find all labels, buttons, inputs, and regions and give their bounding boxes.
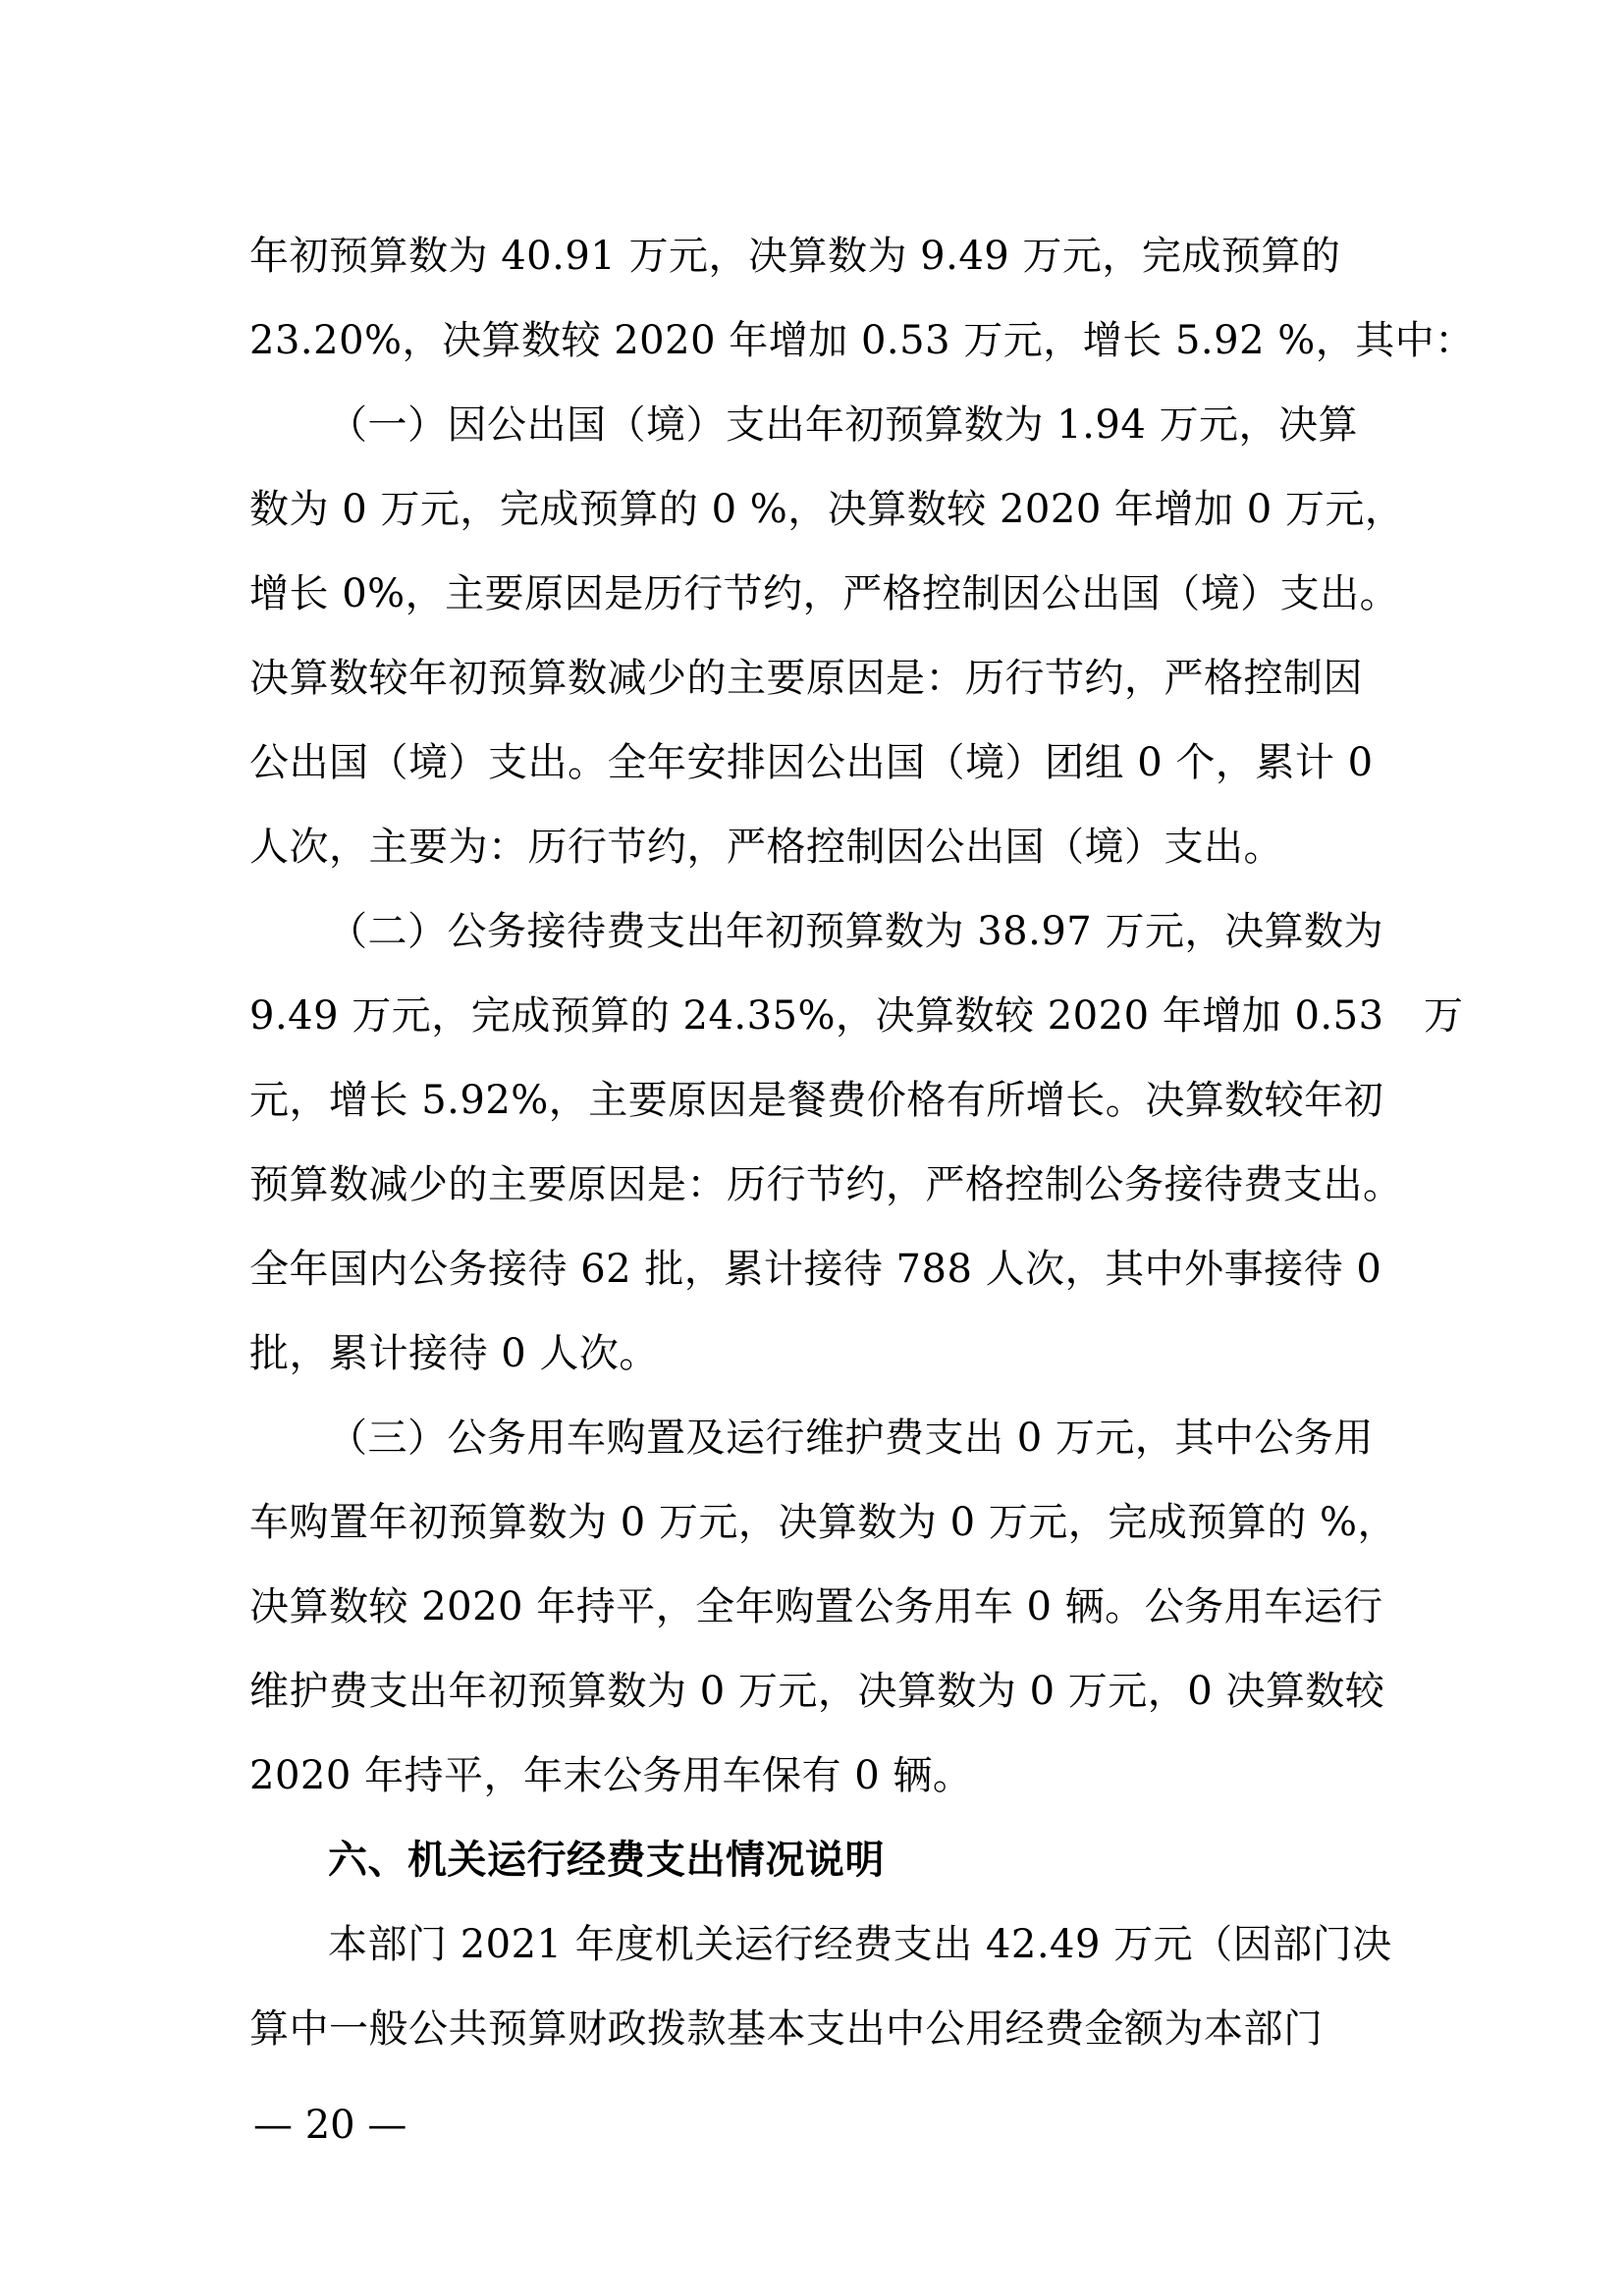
- paragraph-line: 维护费支出年初预算数为 0 万元，决算数为 0 万元，0 决算数较: [249, 1669, 1385, 1714]
- paragraph-line: 算中一般公共预算财政拨款基本支出中公用经费金额为本部门: [249, 2006, 1324, 2052]
- page-number: — 20 —: [253, 2103, 407, 2148]
- paragraph-line: （一）因公出国（境）支出年初预算数为 1.94 万元，决算: [328, 402, 1358, 448]
- paragraph-line: 人次，主要为：历行节约，严格控制因公出国（境）支出。: [249, 825, 1283, 870]
- paragraph-line: （二）公务接待费支出年初预算数为 38.97 万元，决算数为: [328, 909, 1383, 954]
- paragraph-line: 决算数较年初预算数减少的主要原因是：历行节约，严格控制因: [249, 656, 1363, 701]
- paragraph-line: 批，累计接待 0 人次。: [249, 1331, 659, 1376]
- paragraph-line: 本部门 2021 年度机关运行经费支出 42.49 万元（因部门决: [328, 1922, 1392, 1967]
- body-text: [249, 214, 1475, 2071]
- paragraph-line: 数为 0 万元，完成预算的 0 %，决算数较 2020 年增加 0 万元，: [249, 487, 1405, 532]
- paragraph-line: 车购置年初预算数为 0 万元，决算数为 0 万元，完成预算的 %，: [249, 1500, 1397, 1545]
- paragraph-line: 2020 年持平，年末公务用车保有 0 辆。: [249, 1753, 973, 1798]
- paragraph-line: 全年国内公务接待 62 批，累计接待 788 人次，其中外事接待 0: [249, 1247, 1382, 1292]
- paragraph-line: 23.20%，决算数较 2020 年增加 0.53 万元，增长 5.92 %，其中：: [249, 318, 1475, 363]
- paragraph-line: 公出国（境）支出。全年安排因公出国（境）团组 0 个，累计 0: [249, 740, 1374, 785]
- paragraph-line: 增长 0%，主要原因是历行节约，严格控制因公出国（境）支出。: [249, 571, 1400, 616]
- paragraph-line: 9.49 万元，完成预算的 24.35%，决算数较 2020 年增加 0.53 万: [249, 993, 1464, 1039]
- paragraph-line: 元，增长 5.92%，主要原因是餐费价格有所增长。决算数较年初: [249, 1078, 1384, 1123]
- paragraph-line: 预算数减少的主要原因是：历行节约，严格控制公务接待费支出。: [249, 1162, 1403, 1207]
- paragraph-line: （三）公务用车购置及运行维护费支出 0 万元，其中公务用: [328, 1415, 1374, 1461]
- section-heading: 六、机关运行经费支出情况说明: [328, 1838, 885, 1883]
- paragraph-line: 年初预算数为 40.91 万元，决算数为 9.49 万元，完成预算的: [249, 234, 1341, 279]
- paragraph-line: 决算数较 2020 年持平，全年购置公务用车 0 辆。公务用车运行: [249, 1584, 1383, 1629]
